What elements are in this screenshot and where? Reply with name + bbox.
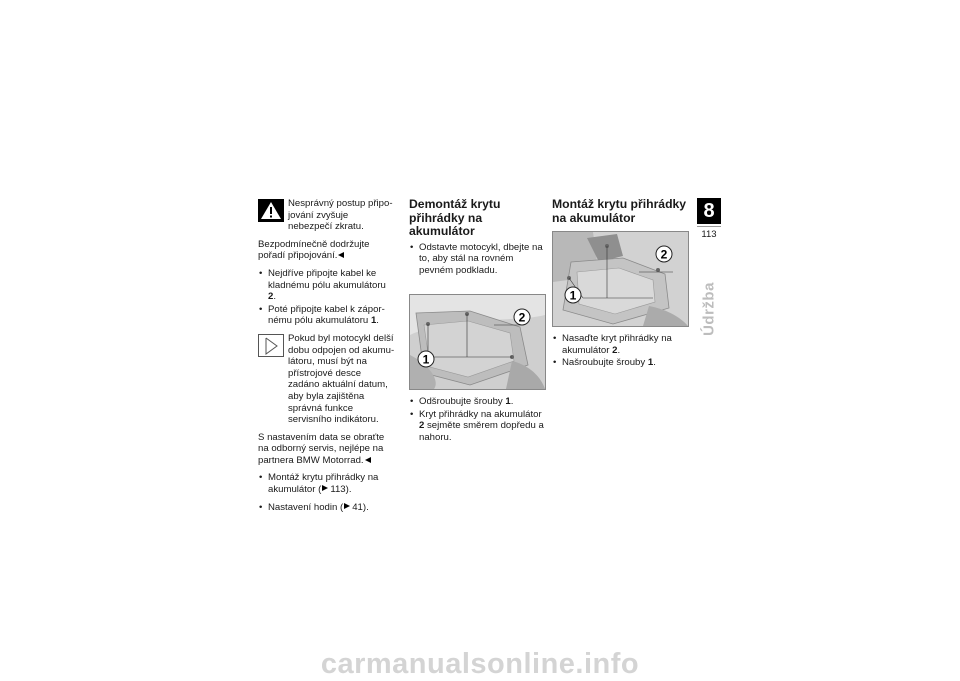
warning-block (258, 198, 395, 233)
reference-list (258, 502, 395, 514)
watermark: carmanualsonline.info (320, 648, 640, 680)
list-item: • Kryt přihrádky na akumulátor 2 sejměte směrem dopředu a nahoru. (409, 409, 546, 444)
figure-label-2: 2 (518, 310, 526, 325)
info-block (258, 333, 395, 426)
install-steps (552, 333, 689, 369)
warning-triangle-icon (258, 199, 284, 222)
chapter-number: 8 (697, 198, 721, 224)
figure-label-2: 2 (660, 247, 668, 262)
warning-note: Bezpodmínečně dodržujte pořadí připojování. (258, 238, 370, 262)
column-2 (409, 198, 546, 450)
list-item: • Odšroubujte šrouby 1. (409, 396, 546, 408)
info-text: Pokud byl motocykl delší dobu odpojen od akumulátoru, musí být na přístrojové desce zadáno aktuální datum, aby byla zajištěna správná funkce servisního indikátoru. (288, 332, 395, 426)
removal-steps (409, 396, 546, 443)
end-marker-icon (365, 457, 371, 463)
reference-link[interactable]: • Montáž krytu přihrádky na akumulátor ( 113). (258, 472, 395, 495)
end-marker-icon (338, 252, 344, 258)
connect-steps (258, 268, 395, 327)
list-item: • Poté připojte kabel k zápornému pólu akumulátoru 1. (258, 304, 395, 327)
section-heading: Montáž krytu přihrádky na akumulátor (552, 197, 687, 225)
section-heading: Demontáž krytu přihrádky na akumulátor (409, 197, 501, 238)
list-item: • Odstavte motocykl, dbejte na to, aby stál na rovném pevném podkladu. (409, 242, 546, 277)
warning-text: Nesprávný postup připojování zvyšuje nebezpečí zkratu. (288, 198, 393, 233)
chapter-title: Údržba (700, 282, 718, 336)
figure-label-1: 1 (569, 288, 577, 303)
reference-list (258, 472, 395, 495)
intro-steps (409, 242, 546, 277)
column-1 (258, 198, 395, 519)
figure-label-1: 1 (422, 352, 430, 367)
figure-battery-cover-removal (409, 294, 546, 390)
column-3 (552, 198, 689, 375)
figure-battery-cover-install (552, 231, 689, 327)
reference-link[interactable]: • Nastavení hodin ( 41). (258, 502, 395, 514)
list-item: • Nasaďte kryt přihrádky na akumulátor 2. (552, 333, 689, 356)
page-number: 113 (697, 226, 721, 240)
list-item: • Našroubujte šrouby 1. (552, 357, 689, 369)
info-triangle-icon (258, 334, 284, 357)
arrow-right-icon (344, 503, 350, 509)
list-item: • Nejdříve připojte kabel ke kladnému pólu akumulátoru 2. (258, 268, 395, 303)
arrow-right-icon (322, 485, 328, 491)
info-note: S nastavením data se obraťte na odborný servis, nejlépe na partnera BMW Motorrad. (258, 431, 385, 466)
